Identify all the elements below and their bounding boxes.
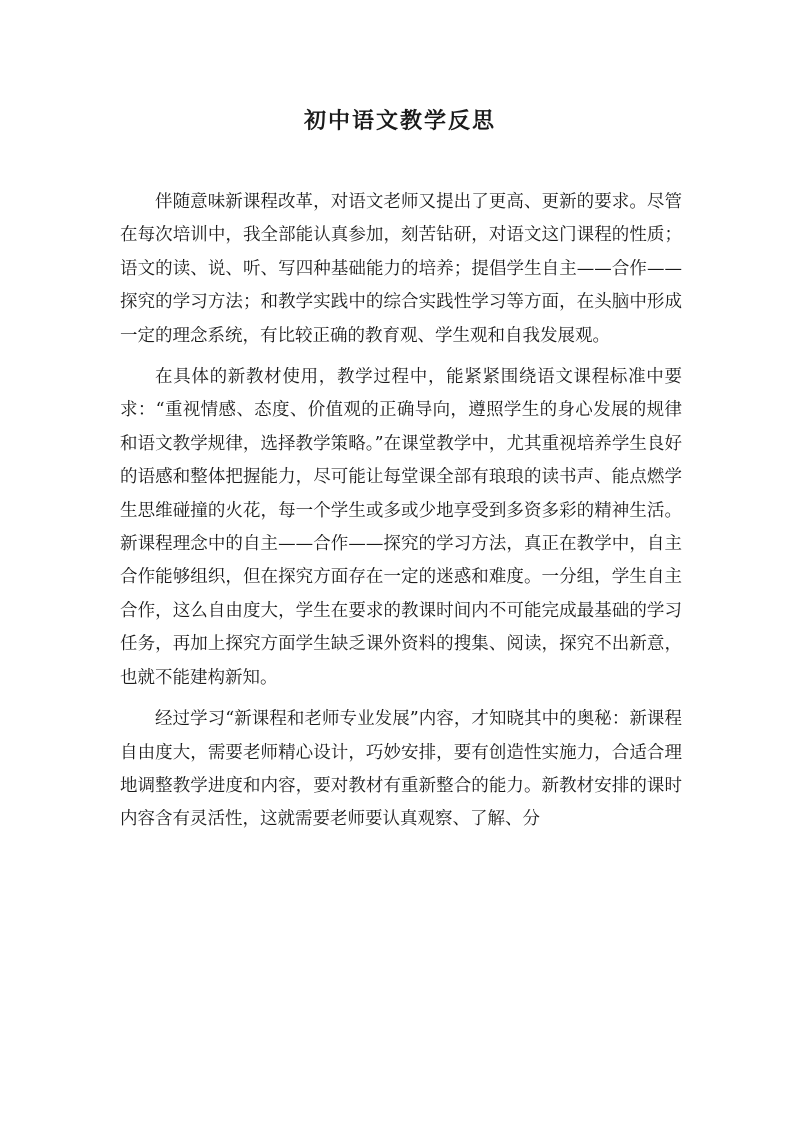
paragraph-1: 伴随意味新课程改革，对语文老师又提出了更高、更新的要求。尽管在每次培训中，我全部能认真参加，刻苦钻研，对语文这门课程的性质；语文的读、说、听、写四种基础能力的培养；提倡学生自主——合作——探究的学习方法；和教学实践中的综合实践性学习等方面，在头脑中形成一定的理念系统，有比较正确的教育观、学生观和自我发展观。 xyxy=(120,192,682,346)
paragraph-2: 在具体的新教材使用，教学过程中，能紧紧围绕语文课程标准中要求：“重视情感、态度、价值观的正确导向，遵照学生的身心发展的规律和语文教学规律，选择教学策略。”在课堂教学中，尤其重视培养学生良好的语感和整体把握能力，尽可能让每堂课全部有琅琅的读书声、能点燃学生思维碰撞的火花，每一个学生或多或少地享受到多资多彩的精神生活。新课程理念中的自主——合作——探究的学习方法，真正在教学中，自主合作能够组织，但在探究方面存在一定的迷惑和难度。一分组，学生自主合作，这么自由度大，学生在要求的教课时间内不可能完成最基础的学习任务，再加上探究方面学生缺乏课外资料的搜集、阅读，探究不出新意，也就不能建构新知。 xyxy=(120,367,682,688)
document-body xyxy=(120,186,682,845)
document-title: 初中语文教学反思 xyxy=(303,108,496,134)
paragraph-3: 经过学习“新课程和老师专业发展”内容，才知晓其中的奥秘：新课程自由度大，需要老师精心设计，巧妙安排，要有创造性实施力，合适合理地调整教学进度和内容，要对教材有重新整合的能力。新教材安排的课时内容含有灵活性，这就需要老师要认真观察、了解、分 xyxy=(120,709,682,830)
